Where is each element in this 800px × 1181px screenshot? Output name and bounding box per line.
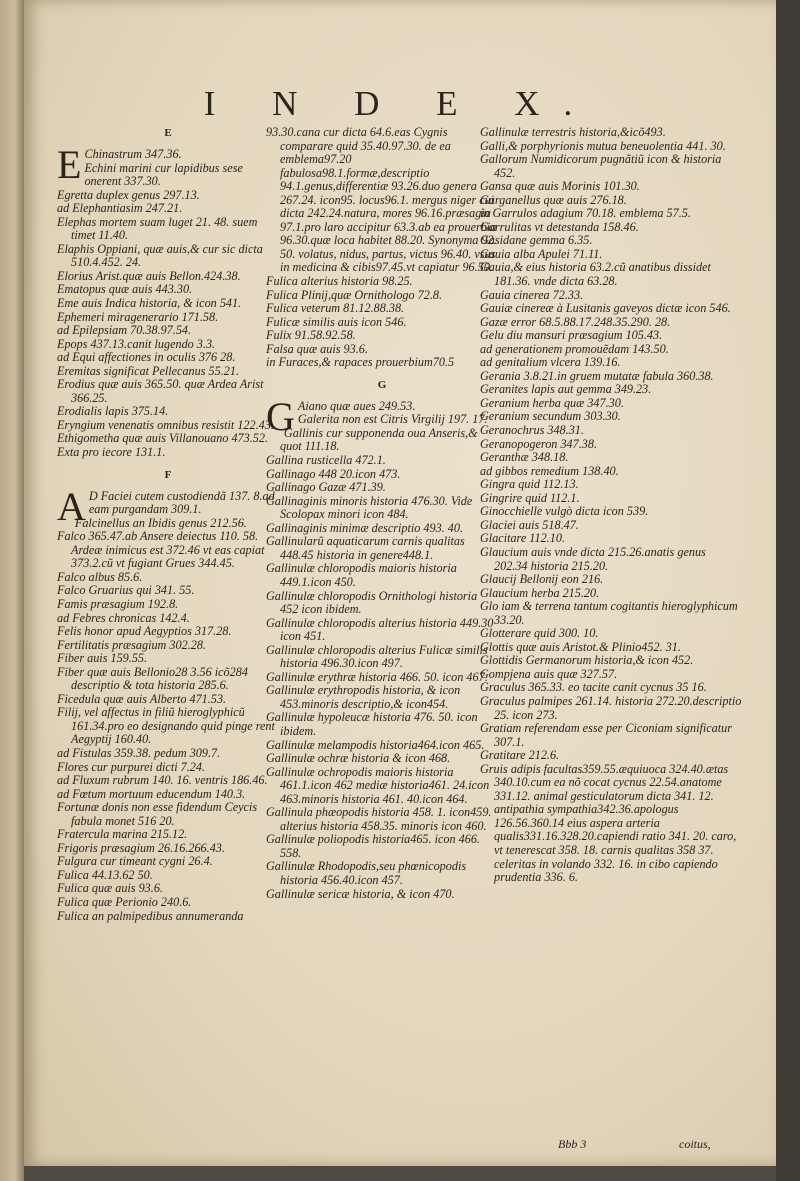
list-item: Gallinulæ erythropodis historia, & icon 453.minoris descriptio,& icon454.: [266, 683, 461, 711]
list-item: Geranochrus 348.31.: [480, 423, 584, 438]
list-item: Fulica an palmipedibus annumeranda: [57, 908, 244, 923]
list-item: Gingra quid 112.13.: [480, 477, 579, 492]
list-item: ad Fœtum mortuum educendum 140.3.: [57, 786, 246, 801]
list-item: Aiano quæ aues 249.53.: [297, 398, 416, 413]
book-edge: [776, 0, 800, 1181]
list-item: in Furaces,& rapaces prouerbium70.5: [266, 355, 455, 370]
list-item: Fulica veterum 81.12.88.38.: [266, 301, 405, 316]
page-title: I N D E X.: [203, 84, 597, 123]
list-item: Gerania 3.8.21.in gruem mutatæ fabula 360.38.: [480, 368, 714, 383]
list-item: Glaucium auis vnde dicta 215.26.anatis genus 202.34 historia 215.20.: [480, 544, 706, 573]
list-item: Erodius quæ auis 365.50. quæ Ardea Arist 366.25.: [57, 377, 264, 405]
column-2: [266, 126, 498, 901]
drop-cap-a: A: [57, 483, 86, 529]
section-f-continued: [266, 126, 498, 370]
list-item: Fiber auis 159.55.: [57, 651, 148, 666]
list-item: Epops 437.13.canit lugendo 3.3.: [57, 336, 216, 351]
list-item: Gallinago 448 20.icon 473.: [266, 466, 401, 481]
list-item: Fulgura cur timeant cygni 26.4.: [57, 854, 213, 869]
list-item: Falsa quæ auis 93.6.: [266, 341, 368, 356]
list-item: Gallinulæ erythræ historia 466. 50. icon 467.: [266, 669, 488, 684]
list-item: Galli,& porphyrionis mutua beneuolentia 441. 30.: [480, 138, 726, 153]
list-item: Gallinulæ hypoleucæ historia 476. 50. icon ibidem.: [266, 710, 478, 738]
list-item: Falco albus 85.6.: [57, 569, 143, 584]
section-g-list: [266, 427, 498, 901]
list-item: Gallinula phæopodis historia 458. 1. icon459. alterius historia 458.35. minoris icon 460.: [266, 805, 492, 833]
list-item: Gallinulæ chloropodis alterius Fulicæ similis historia 496.30.icon 497.: [266, 642, 488, 671]
list-item: Eremitas significat Pellecanus 55.21.: [57, 363, 239, 378]
list-item: Elaphis Oppiani, quæ auis,& cur sic dicta 510.4.452. 24.: [57, 241, 263, 270]
list-item: Ematopus quæ auis 443.30.: [57, 282, 193, 297]
list-item: Flores cur purpurei dicti 7.24.: [57, 759, 206, 774]
section-f-list: [57, 517, 279, 923]
section-e-list: [57, 189, 279, 460]
list-item: Gallinago Gazæ 471.39.: [266, 480, 386, 495]
list-item: Gansa quæ auis Morinis 101.30.: [480, 179, 640, 194]
list-item: Famis præsagium 192.8.: [57, 596, 179, 611]
list-item: Gasidane gemma 6.35.: [480, 233, 593, 248]
drop-cap-e: E: [57, 142, 82, 187]
list-item: Gallinulæ ochræ historia & icon 468.: [266, 751, 451, 766]
list-item: Glotterare quid 300. 10.: [480, 626, 599, 641]
list-item: ad Epilepsiam 70.38.97.54.: [57, 323, 192, 338]
list-item: Gauiæ cinereæ à Lusitanis gaveyos dictæ icon 546.: [480, 301, 731, 316]
list-item: ad Elephantiasim 247.21.: [57, 201, 183, 216]
list-item: ad Fluxum rubrum 140. 16. ventris 186.46.: [57, 773, 268, 788]
list-item: Gallina rusticella 472.1.: [266, 453, 386, 468]
list-item: Geranopogeron 347.38.: [480, 436, 598, 451]
list-item: in Garrulos adagium 70.18. emblema 57.5.: [480, 206, 691, 221]
list-item: Gallinulæ terrestris historia,&icõ493.: [480, 125, 666, 139]
section-g-continued: [480, 126, 742, 885]
list-item: Glacitare 112.10.: [480, 531, 565, 546]
entry-gaiano: [266, 393, 498, 439]
list-item: Glottidis Germanorum historia,& icon 452.: [480, 653, 694, 668]
list-item: ad Equi affectiones in oculis 376 28.: [57, 350, 236, 365]
list-item: Gallorum Numidicorum pugnãtiũ icon & historia 452.: [480, 152, 722, 180]
list-item: Exta pro iecore 131.1.: [57, 445, 166, 460]
list-item: ad gibbos remedium 138.40.: [480, 463, 619, 478]
list-item: Fertilitatis præsagium 302.28.: [57, 637, 206, 652]
list-item: Glo iam & terrena tantum cogitantis hieroglyphicum 33.20.: [480, 599, 738, 627]
list-item: Gratitare 212.6.: [480, 748, 560, 763]
list-item: Gallinulæ chloropodis alterius historia 449.30 icon 451.: [266, 615, 494, 644]
list-item: Fulica quæ Perionio 240.6.: [57, 894, 192, 909]
list-item: Eme auis Indica historia, & icon 541.: [57, 296, 242, 311]
list-item: Fulix 91.58.92.58.: [266, 328, 356, 343]
list-item: Graculus 365.33. eo tacite canit cycnus 35 16.: [480, 680, 707, 695]
list-item: Glaciei auis 518.47.: [480, 517, 579, 532]
list-item: D Faciei cutem custodiendã 137. 8.ad eam purgandam 309.1.: [88, 488, 275, 517]
catchword: coitus,: [679, 1137, 711, 1151]
list-item: ad genitalium vlcera 139.16.: [480, 355, 621, 370]
list-item: Gauia alba Apulei 71.11.: [480, 246, 603, 261]
list-item: Gallinulæ chloropodis maioris historia 449.1.icon 450.: [266, 561, 457, 589]
facing-page-edge: [0, 0, 24, 1181]
list-item: Gallinaginis minoris historia 476.30. Vide Scolopax minori icon 484.: [266, 493, 473, 522]
list-item: 93.30.cana cur dicta 64.6.eas Cygnis comparare quid 35.40.97.30. de ea emblema97.20 fabulosa98.1.formæ,descriptio 94.1.genus,differentiæ 93.26.duo genera 267.24. icon95. locus96.1. mergus niger cui dicta 242.24.natura, mores 96.16.præsagia 97.1.pro laro accipitur 63.3.ab ea prouerbia 96.30.quæ loca habitet 88.20. Synonyma 92. 50. volatus, nidus, partus, victus 96.40. vsus in medicina & cibis97.45.vt capiatur 96.50.: [266, 125, 497, 275]
list-item: Eryngium venenatis omnibus resistit 122.43.: [57, 417, 274, 432]
list-item: Geranium herba quæ 347.30.: [480, 395, 624, 410]
list-item: Frigoris præsagium 26.16.266.43.: [57, 840, 225, 855]
list-item: Gallinulæ chloropodis Ornithologi historia 452 icon ibidem.: [266, 588, 478, 617]
list-item: Garrulitas vt detestanda 158.46.: [480, 219, 639, 234]
list-item: Gallinularũ aquaticarum carnis qualitas 448.45 historia in genere448.1.: [266, 534, 465, 562]
list-item: Fulicæ similis auis icon 546.: [266, 314, 407, 329]
list-item: Falcinellus an Ibidis genus 212.56.: [74, 515, 247, 530]
list-item: Filij, vel affectus in filiũ hieroglyphicũ 161.34.pro eo designando quid pinge rent Aegyptij 160.40.: [57, 705, 275, 747]
list-item: Geranites lapis aut gemma 349.23.: [480, 382, 652, 397]
list-item: Geranium secundum 303.30.: [480, 409, 621, 424]
list-item: Fiber quæ auis Bellonio28 3.56 icõ284 descriptio & tota historia 285.6.: [57, 664, 248, 693]
list-item: Glaucium herba 215.20.: [480, 585, 600, 600]
entry-echinastrum: [57, 142, 279, 189]
list-item: Gallinaginis minimæ descriptio 493. 40.: [266, 520, 464, 535]
list-item: Fratercula marina 215.12.: [57, 827, 188, 842]
index-page: [24, 0, 776, 1166]
section-letter-e: E: [164, 127, 172, 139]
list-item: Fulica 44.13.62 50.: [57, 867, 153, 882]
section-letter-g: G: [377, 378, 387, 391]
drop-cap-g: G: [266, 393, 295, 439]
list-item: Gauia cinerea 72.33.: [480, 287, 584, 302]
list-item: Gallinulæ Rhodopodis,seu phœnicopodis historia 456.40.icon 457.: [266, 859, 467, 887]
list-item: Gallinulæ melampodis historia464.icon 465.: [266, 737, 485, 752]
list-item: Gingrire quid 112.1.: [480, 490, 580, 505]
list-item: Falco Gruarius qui 341. 55.: [57, 583, 195, 598]
list-item: Glottis quæ auis Aristot.& Plinio452. 31.: [480, 639, 681, 654]
list-item: Geranthæ 348.18.: [480, 450, 569, 465]
list-item: Glaucij Bellonij eon 216.: [480, 572, 604, 587]
list-item: Egretta duplex genus 297.13.: [57, 187, 200, 202]
list-item: Fulica quæ auis 93.6.: [57, 881, 163, 896]
column-1: [57, 126, 279, 923]
list-item: Gazæ error 68.5.88.17.248.35.290. 28.: [480, 314, 671, 329]
list-item: Fulica alterius historia 98.25.: [266, 274, 413, 289]
list-item: Chinastrum 347.36.: [84, 147, 182, 161]
list-item: Gratiam referendam esse per Ciconiam significatur 307.1.: [480, 721, 732, 749]
list-item: Ficedula quæ auis Alberto 471.53.: [57, 691, 227, 706]
list-item: Fortunæ donis non esse fidendum Ceycis fabula monet 516 20.: [57, 800, 258, 828]
list-item: Galerita non est Citris Virgilij 197. 17.: [297, 412, 488, 427]
list-item: Gelu diu mansuri præsagium 105.43.: [480, 328, 663, 343]
list-item: Gompjena auis quæ 327.57.: [480, 666, 618, 681]
list-item: Gallinulæ ochropodis maioris historia 461.1.icon 462 mediæ historia461. 24.icon 463.minoris historia 461. 40.icon 464.: [266, 764, 490, 806]
list-item: Gauia,& eius historia 63.2.cũ anatibus dissidet 181.36. vnde dicta 63.28.: [480, 260, 711, 289]
list-item: Gallinis cur supponenda oua Anseris,& quot 111.18.: [280, 425, 478, 454]
list-item: Gruis adipis facultas359.55.æquiuoca 324.40.ætas 340.10.cum ea nõ cocat cycnus 22.54.anatome 331.12. animal gesticulatorum dicta 341. 12. antipathia sympathia342.36.apologus 126.56.360.14 eius aspera arteria qualis331.16.328.20.capiendi ratio 341. 20. caro, vt tenerescat 358. 18. carnis qualitas 358 37. celeritas in volando 332. 16. in cibo capiendo prudentia 336. 6.: [480, 761, 737, 885]
list-item: Ephemeri miragenerario 171.58.: [57, 309, 219, 324]
column-3: [480, 126, 742, 885]
section-letter-f: F: [164, 468, 172, 481]
list-item: Ginocchielle vulgò dicta icon 539.: [480, 504, 649, 519]
list-item: Erodialis lapis 375.14.: [57, 404, 169, 419]
list-item: Gallinulæ sericæ historia, & icon 470.: [266, 886, 455, 901]
list-item: Graculus palmipes 261.14. historia 272.20.descriptio 25. icon 273.: [480, 693, 742, 722]
signature-mark: Bbb 3: [558, 1137, 587, 1151]
list-item: Elorius Arist.quæ auis Bellon.424.38.: [57, 268, 241, 283]
list-item: ad generationem promouẽdam 143.50.: [480, 341, 669, 356]
list-item: Ethigometha quæ auis Villanouano 473.52.: [57, 431, 269, 446]
list-item: Garganellus quæ auis 276.18.: [480, 192, 627, 207]
list-item: Echini marini cur lapidibus sese onerent 337.30.: [84, 160, 243, 189]
list-item: Falco 365.47.ab Ansere deiectus 110. 58. Ardeæ inimicus est 372.46 vt eas capiat 373.2.cũ vt fugiant Grues 344.45.: [57, 529, 265, 571]
list-item: ad Fistulas 359.38. pedum 309.7.: [57, 745, 221, 760]
list-item: Elephas mortem suam luget 21. 48. suem timet 11.40.: [57, 214, 258, 243]
list-item: Fulica Plinij,quæ Ornithologo 72.8.: [266, 287, 443, 302]
list-item: Felis honor apud Aegyptios 317.28.: [57, 624, 232, 639]
list-item: ad Febres chronicas 142.4.: [57, 610, 190, 625]
list-item: Gallinulæ poliopodis historia465. icon 466. 558.: [266, 832, 480, 860]
